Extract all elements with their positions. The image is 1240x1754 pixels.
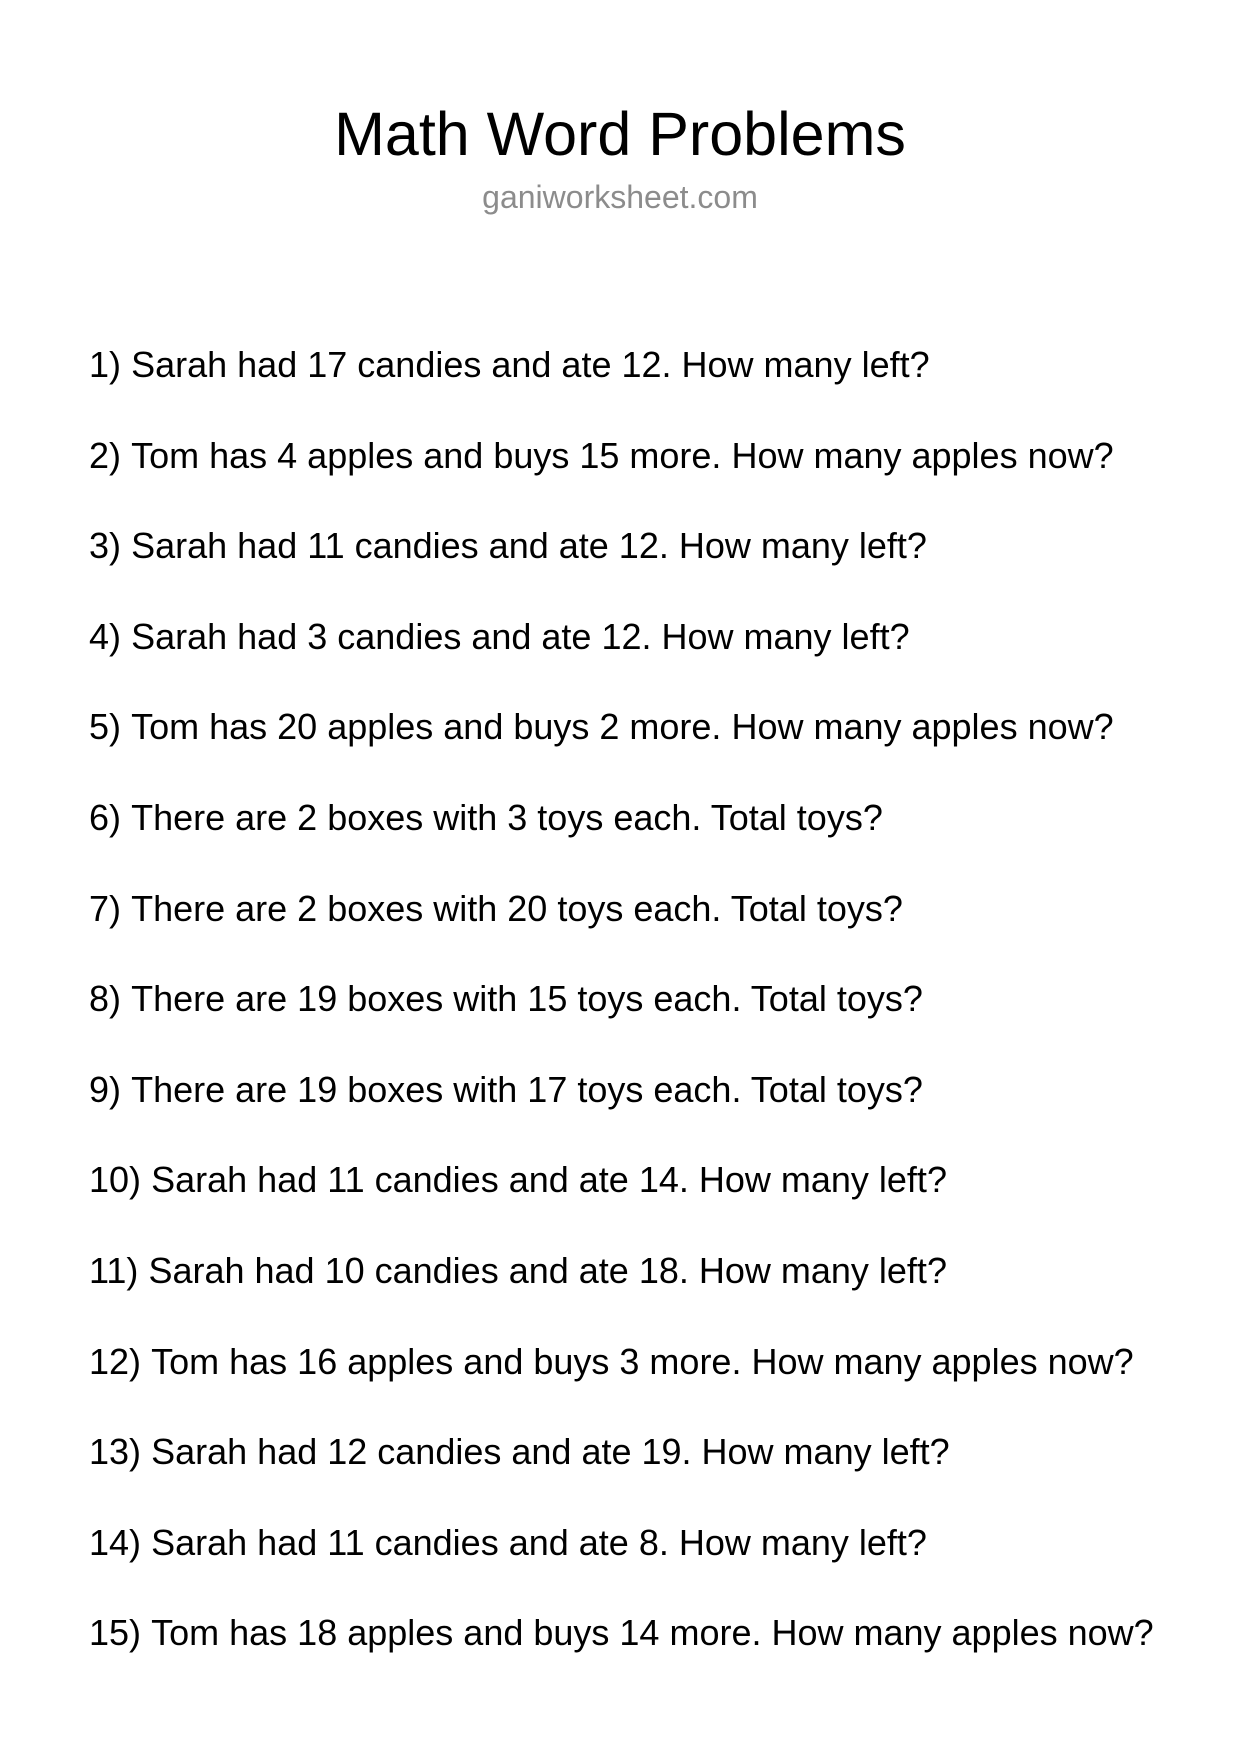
problem-item xyxy=(89,501,1220,592)
problem-text: Sarah had 11 candies and ate 14. How many left? xyxy=(151,1159,947,1201)
problem-item xyxy=(89,1226,1220,1317)
problem-number: 5) xyxy=(89,706,122,748)
problem-text: There are 19 boxes with 17 toys each. Total toys? xyxy=(131,1068,923,1110)
problem-number: 9) xyxy=(89,1068,122,1110)
problem-text: There are 19 boxes with 15 toys each. Total toys? xyxy=(131,978,923,1020)
problem-text: There are 2 boxes with 20 toys each. Total toys? xyxy=(131,887,903,929)
problem-item xyxy=(89,320,1220,411)
problem-number: 8) xyxy=(89,978,122,1020)
problem-text: Sarah had 11 candies and ate 12. How many left? xyxy=(131,525,927,567)
problems-list xyxy=(89,320,1220,1679)
problem-text: Tom has 20 apples and buys 2 more. How many apples now? xyxy=(131,706,1114,748)
problem-item xyxy=(89,1135,1220,1226)
problem-item xyxy=(89,1498,1220,1589)
problem-text: There are 2 boxes with 3 toys each. Total toys? xyxy=(131,796,883,838)
problem-text: Tom has 16 apples and buys 3 more. How many apples now? xyxy=(151,1340,1134,1382)
problem-item xyxy=(89,592,1220,683)
problem-number: 4) xyxy=(89,615,122,657)
problem-item xyxy=(89,864,1220,955)
problem-item xyxy=(89,1045,1220,1136)
problem-text: Sarah had 17 candies and ate 12. How many left? xyxy=(131,344,930,385)
problem-number: 3) xyxy=(89,525,122,567)
problem-item xyxy=(89,773,1220,864)
problem-text: Tom has 4 apples and buys 15 more. How many apples now? xyxy=(131,434,1114,476)
site-name: ganiworksheet.com xyxy=(482,179,758,215)
page-title: Math Word Problems xyxy=(334,100,906,168)
problem-item xyxy=(89,682,1220,773)
problem-text: Sarah had 3 candies and ate 12. How many left? xyxy=(131,615,910,657)
problem-number: 2) xyxy=(89,434,122,476)
problem-number: 14) xyxy=(89,1521,142,1563)
problem-number: 1) xyxy=(89,344,122,385)
problem-number: 10) xyxy=(89,1159,142,1201)
problem-number: 12) xyxy=(89,1340,142,1382)
problem-number: 13) xyxy=(89,1431,142,1473)
problem-item xyxy=(89,954,1220,1045)
problem-text: Sarah had 12 candies and ate 19. How many left? xyxy=(151,1431,950,1473)
problem-text: Sarah had 11 candies and ate 8. How many left? xyxy=(151,1521,927,1563)
problem-number: 11) xyxy=(89,1249,139,1291)
problem-item xyxy=(89,1407,1220,1498)
problem-number: 15) xyxy=(89,1612,142,1654)
problem-number: 7) xyxy=(89,887,122,929)
problem-text: Sarah had 10 candies and ate 18. How many left? xyxy=(148,1249,947,1291)
problem-text: Tom has 18 apples and buys 14 more. How many apples now? xyxy=(151,1612,1154,1654)
problem-item xyxy=(89,1588,1220,1679)
problem-item xyxy=(89,411,1220,502)
problem-item xyxy=(89,1317,1220,1408)
problem-number: 6) xyxy=(89,796,122,838)
